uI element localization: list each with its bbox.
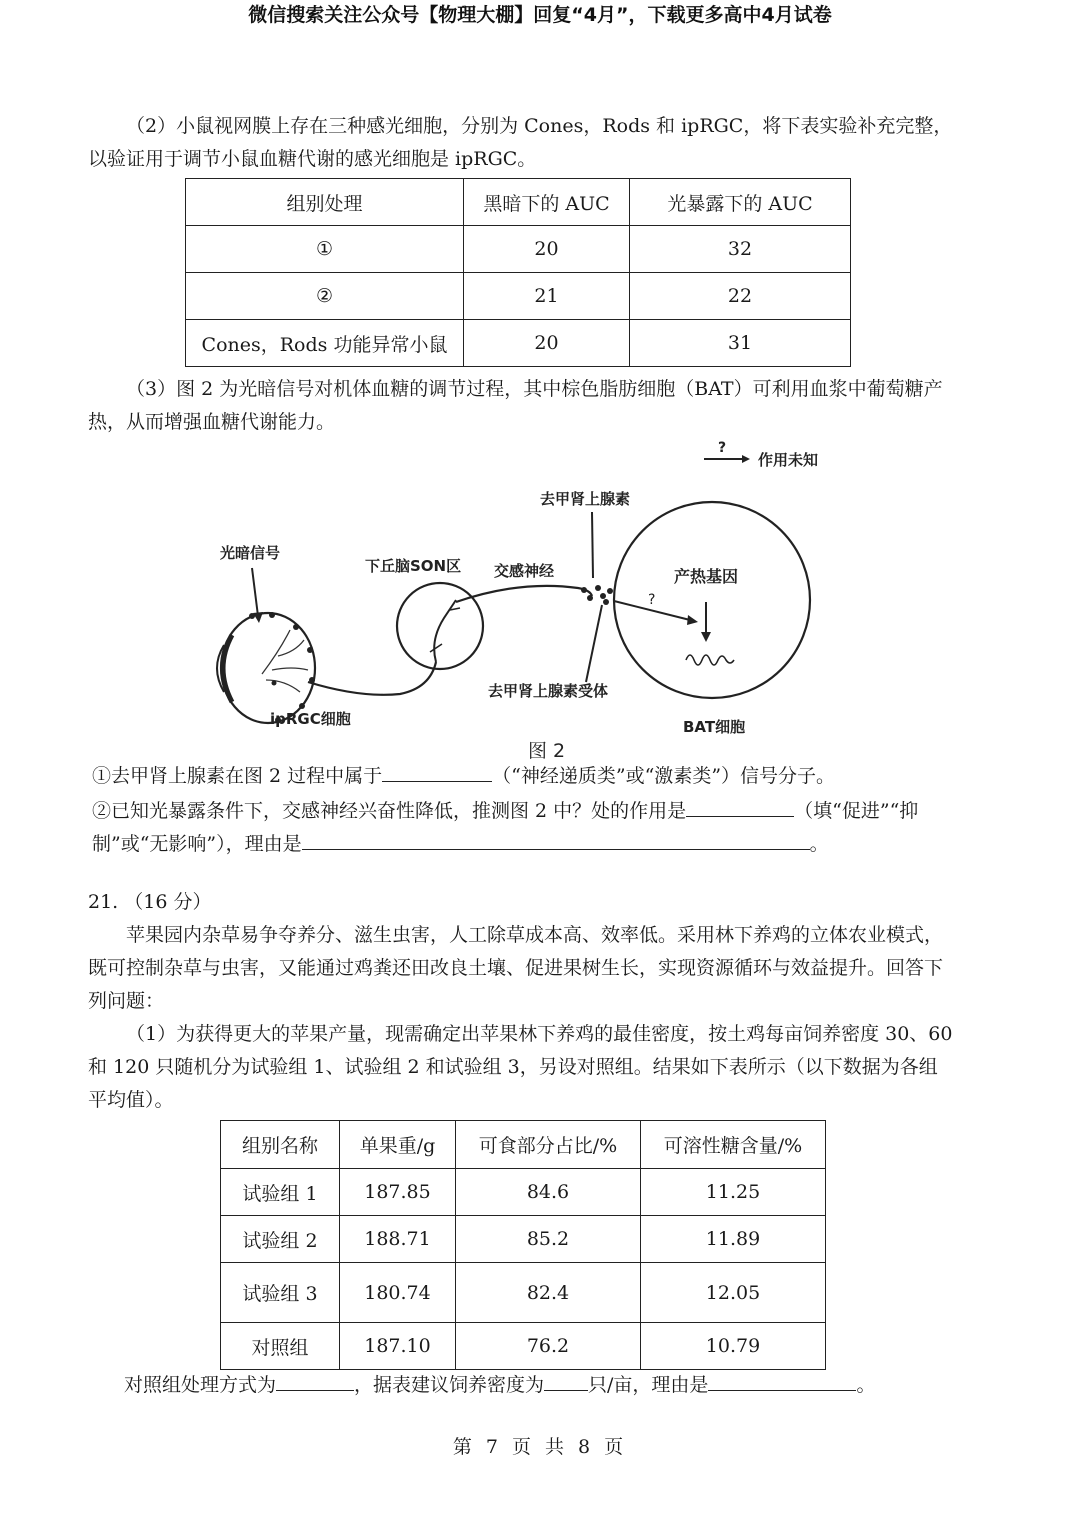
q2-text-middle: （填“促进”“抑制”或“无影响”），理由是 bbox=[92, 800, 919, 855]
light-arrow bbox=[252, 568, 258, 616]
auc-table-row bbox=[186, 320, 851, 367]
label-iprgc: ipRGC细胞 bbox=[270, 710, 351, 728]
auc-header-cell: 黑暗下的 AUC bbox=[464, 179, 630, 226]
apple-table-row bbox=[221, 1263, 826, 1323]
auc-table-row bbox=[186, 273, 851, 320]
auc-header-cell: 光暴露下的 AUC bbox=[630, 179, 851, 226]
q-line-a: 对照组处理方式为 bbox=[124, 1374, 277, 1396]
q21-question-line bbox=[124, 1369, 958, 1402]
auc-cell: 20 bbox=[464, 226, 630, 273]
apple-cell: 84.6 bbox=[456, 1169, 641, 1216]
answer-blank[interactable] bbox=[686, 797, 794, 817]
auc-cell: 31 bbox=[630, 320, 851, 367]
ne-pointer bbox=[592, 512, 593, 578]
wechat-banner: 微信搜索关注公众号【物理大棚】回复“4月”，下载更多高中4月试卷 bbox=[248, 4, 832, 26]
unknown-question-mark: ? bbox=[648, 592, 656, 608]
auc-cell: Cones，Rods 功能异常小鼠 bbox=[186, 320, 464, 367]
ne-molecules bbox=[581, 585, 613, 605]
q-line-b: ，据表建议饲养密度为 bbox=[354, 1374, 545, 1396]
auc-table-row bbox=[186, 226, 851, 273]
auc-table bbox=[185, 178, 851, 367]
bat-cell-circle bbox=[614, 502, 810, 698]
apple-cell: 试验组 1 bbox=[221, 1169, 340, 1216]
answer-blank[interactable] bbox=[276, 1371, 354, 1391]
apple-cell: 试验组 2 bbox=[221, 1216, 340, 1263]
q20-part3-text: （3）图 2 为光暗信号对机体血糖的调节过程，其中棕色脂肪细胞（BAT）可利用血浆中葡萄糖产热，从而增强血糖代谢能力。 bbox=[88, 378, 943, 433]
answer-blank[interactable] bbox=[302, 830, 810, 850]
apple-cell: 82.4 bbox=[456, 1263, 641, 1323]
answer-blank[interactable] bbox=[382, 762, 492, 782]
receptor-pointer bbox=[586, 605, 602, 682]
apple-cell: 11.89 bbox=[641, 1216, 826, 1263]
q21-intro: 苹果园内杂草易争夺养分、滋生虫害，人工除草成本高、效率低。采用林下养鸡的立体农业模式，既可控制杂草与虫害，又能通过鸡粪还田改良土壤、促进果树生长，实现资源循环与效益提升。回答下列问题： bbox=[88, 924, 944, 1012]
auc-cell: 21 bbox=[464, 273, 630, 320]
optic-pathway bbox=[308, 662, 436, 695]
q-line-d: 。 bbox=[856, 1374, 876, 1396]
apple-table-header bbox=[221, 1121, 826, 1169]
q1-text-before: ①去甲肾上腺素在图 2 过程中属于 bbox=[92, 765, 383, 787]
apple-cell: 76.2 bbox=[456, 1323, 641, 1370]
label-norepinephrine: 去甲肾上腺素 bbox=[540, 490, 631, 508]
apple-header-cell: 可食部分占比/% bbox=[456, 1121, 641, 1169]
q21-title: 21. （16 分） bbox=[88, 891, 212, 913]
apple-table-row bbox=[221, 1216, 826, 1263]
legend-label: 作用未知 bbox=[758, 451, 819, 469]
figure-2 bbox=[0, 430, 1080, 770]
label-receptor: 去甲肾上腺素受体 bbox=[488, 682, 609, 700]
q2-text-before: ②已知光暴露条件下，交感神经兴奋性降低，推测图 2 中？处的作用是 bbox=[92, 800, 687, 822]
auc-cell: 20 bbox=[464, 320, 630, 367]
answer-blank[interactable] bbox=[544, 1371, 588, 1391]
apple-cell: 85.2 bbox=[456, 1216, 641, 1263]
auc-cell: 22 bbox=[630, 273, 851, 320]
apple-header-cell: 可溶性糖含量/% bbox=[641, 1121, 826, 1169]
apple-cell: 10.79 bbox=[641, 1323, 826, 1370]
auc-cell: ② bbox=[186, 273, 464, 320]
label-sympathetic: 交感神经 bbox=[494, 562, 555, 580]
apple-table-row bbox=[221, 1169, 826, 1216]
figure-caption: 图 2 bbox=[528, 740, 566, 762]
q-line-c: 只/亩，理由是 bbox=[588, 1374, 709, 1396]
apple-table bbox=[220, 1120, 826, 1370]
q20-part2-text: （2）小鼠视网膜上存在三种感光细胞，分别为 Cones，Rods 和 ipRGC，将下表实验补充完整，以验证用于调节小鼠血糖代谢的感光细胞是 ipRGC。 bbox=[88, 115, 953, 170]
apple-header-cell: 组别名称 bbox=[221, 1121, 340, 1169]
legend-arrowhead bbox=[742, 455, 750, 463]
apple-cell: 187.85 bbox=[340, 1169, 456, 1216]
mrna-squiggle bbox=[686, 655, 734, 665]
auc-table-header bbox=[186, 179, 851, 226]
q1-text-after: （“神经递质类”或“激素类”）信号分子。 bbox=[492, 765, 836, 787]
label-bat: BAT细胞 bbox=[683, 718, 746, 736]
apple-cell: 12.05 bbox=[641, 1263, 826, 1323]
answer-blank[interactable] bbox=[708, 1371, 856, 1391]
sympathetic-nerve bbox=[456, 586, 592, 602]
apple-cell: 180.74 bbox=[340, 1263, 456, 1323]
label-son: 下丘脑SON区 bbox=[365, 557, 462, 575]
apple-cell: 11.25 bbox=[641, 1169, 826, 1216]
legend-question-mark: ? bbox=[718, 440, 727, 456]
q2-text-end: 。 bbox=[809, 833, 829, 855]
auc-header-cell: 组别处理 bbox=[186, 179, 464, 226]
q21-part1-text: （1）为获得更大的苹果产量，现需确定出苹果林下养鸡的最佳密度，按土鸡每亩饲养密度 30、60 和 120 只随机分为试验组 1、试验组 2 和试验组 3，另设对照组。结果如下表所示（以下数据为各组平均值）。 bbox=[88, 1023, 953, 1111]
apple-cell: 188.71 bbox=[340, 1216, 456, 1263]
unknown-arrowhead bbox=[687, 615, 698, 625]
label-light-signal: 光暗信号 bbox=[220, 544, 281, 562]
gene-arrowhead bbox=[701, 632, 711, 642]
apple-cell: 对照组 bbox=[221, 1323, 340, 1370]
q20-question-2 bbox=[92, 795, 958, 861]
label-thermogenic-gene: 产热基因 bbox=[674, 567, 739, 586]
page-number: 第 7 页 共 8 页 bbox=[452, 1436, 628, 1458]
eye-icon bbox=[217, 612, 315, 723]
apple-cell: 187.10 bbox=[340, 1323, 456, 1370]
auc-cell: 32 bbox=[630, 226, 851, 273]
apple-cell: 试验组 3 bbox=[221, 1263, 340, 1323]
apple-header-cell: 单果重/g bbox=[340, 1121, 456, 1169]
q20-question-1 bbox=[92, 760, 962, 793]
auc-cell: ① bbox=[186, 226, 464, 273]
apple-table-row bbox=[221, 1323, 826, 1370]
